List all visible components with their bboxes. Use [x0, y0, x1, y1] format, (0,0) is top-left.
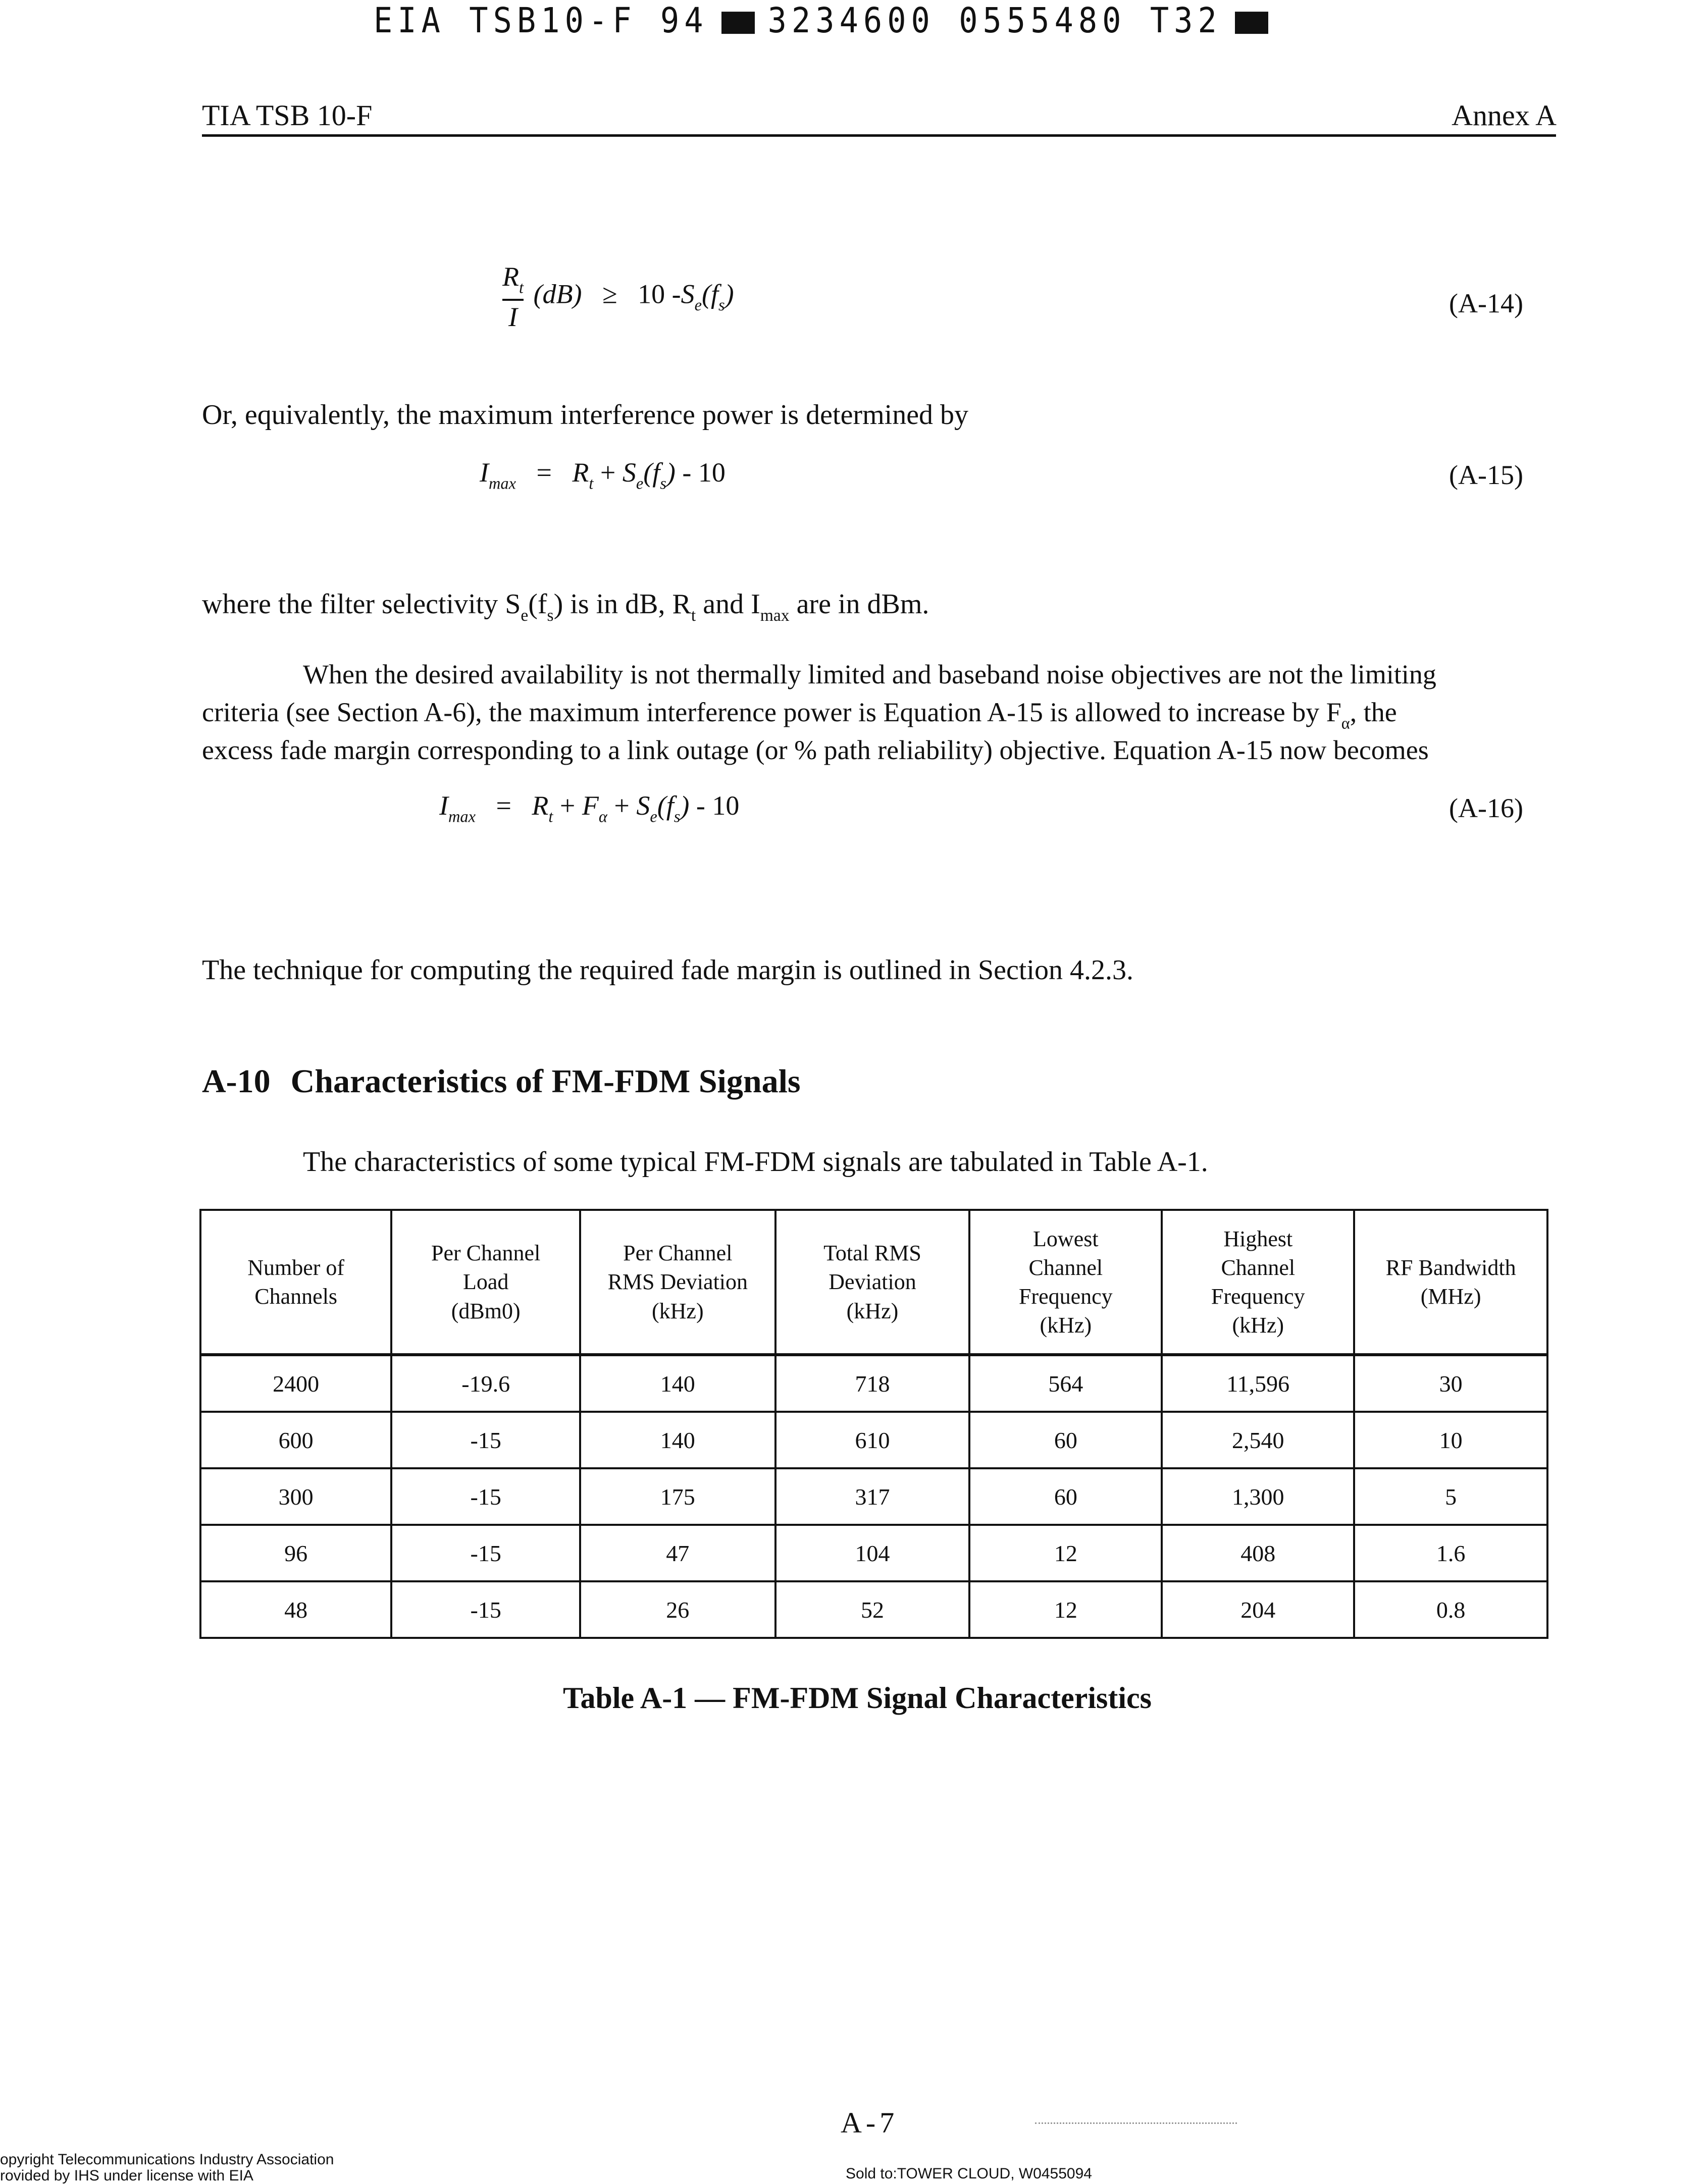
- section-title: Characteristics of FM-FDM Signals: [290, 1063, 801, 1100]
- eq-func: S: [681, 279, 695, 309]
- scan-header-middle: 3234600 0555480: [767, 0, 1126, 41]
- text-span: (f: [528, 589, 547, 620]
- redaction-block: [1235, 12, 1268, 34]
- eq-sub: e: [650, 808, 657, 826]
- eq-arg: (f: [643, 457, 660, 488]
- table-caption: Table A-1 — FM-FDM Signal Characteristics: [563, 1681, 1152, 1715]
- text-span: , the: [1350, 697, 1397, 727]
- eq-plus: +: [559, 790, 576, 821]
- scan-header-left: EIA TSB10-F 94: [374, 0, 708, 41]
- technique-text: The technique for computing the required fade margin is outlined in Section 4.2.3.: [202, 954, 1133, 986]
- eq-term: F: [582, 790, 599, 821]
- redaction-block: [721, 12, 755, 34]
- table-header-cell: [200, 1210, 391, 1355]
- table-cell: 140: [580, 1412, 775, 1468]
- paragraph-line-3: excess fade margin corresponding to a link outage (or % path reliability) objective. Equation A-15 now becomes: [202, 735, 1429, 765]
- table-cell: 564: [969, 1355, 1162, 1412]
- where-text: [202, 588, 929, 625]
- text-sub: t: [691, 606, 696, 625]
- header-line: Channels: [254, 1284, 338, 1309]
- copyright-line-1: opyright Telecommunications Industry Association: [0, 2151, 334, 2168]
- table-cell: 60: [969, 1412, 1162, 1468]
- header-line: (MHz): [1420, 1284, 1481, 1309]
- eq-term: R: [532, 790, 549, 821]
- header-line: Number of: [247, 1255, 345, 1280]
- table-cell: 718: [775, 1355, 970, 1412]
- eq-sub: t: [519, 279, 524, 297]
- table-cell: 2400: [200, 1355, 391, 1412]
- scan-header: [374, 0, 1281, 40]
- copyright-line-2: rovided by IHS under license with EIA: [0, 2167, 253, 2184]
- table-cell: 1,300: [1162, 1468, 1354, 1525]
- header-line: Frequency: [1018, 1284, 1113, 1309]
- header-line: Lowest: [1033, 1226, 1099, 1251]
- equation-label-a16: (A-16): [1449, 793, 1523, 823]
- table-cell: -15: [391, 1581, 580, 1638]
- eq-equals: =: [496, 790, 511, 821]
- equation-a15: [480, 457, 726, 494]
- equation-label-a15: (A-15): [1449, 460, 1523, 490]
- section-intro: The characteristics of some typical FM-FDM signals are tabulated in Table A-1.: [303, 1146, 1208, 1178]
- text-span: criteria (see Section A-6), the maximum interference power is Equation A-15 is allowed to increase by F: [202, 697, 1341, 727]
- eq-lhs: I: [480, 457, 489, 488]
- eq-sub: s: [718, 296, 725, 315]
- eq-lhs: I: [439, 790, 448, 821]
- scan-header-right: T32: [1150, 0, 1222, 41]
- paragraph-line-1: When the desired availability is not thermally limited and baseband noise objectives are not the limiting: [303, 659, 1436, 689]
- table-header-cell: [580, 1210, 775, 1355]
- table-cell: 175: [580, 1468, 775, 1525]
- table-cell: 204: [1162, 1581, 1354, 1638]
- eq-relation: ≥: [602, 279, 617, 309]
- table-cell: -19.6: [391, 1355, 580, 1412]
- table-cell: 104: [775, 1525, 970, 1581]
- table-row: [200, 1412, 1547, 1468]
- table-cell: 317: [775, 1468, 970, 1525]
- table-cell: 610: [775, 1412, 970, 1468]
- eq-term: S: [622, 457, 636, 488]
- text-span: where the filter selectivity S: [202, 589, 521, 620]
- eq-sub: t: [548, 808, 553, 826]
- header-line: (kHz): [1040, 1313, 1092, 1338]
- paragraph-line-2: [202, 697, 1397, 733]
- text-sub: s: [547, 606, 554, 625]
- table-cell: -15: [391, 1525, 580, 1581]
- table-cell: 52: [775, 1581, 970, 1638]
- text-span: are in dBm.: [789, 589, 929, 620]
- eq-close: ): [680, 790, 690, 821]
- header-line: (kHz): [846, 1298, 899, 1323]
- eq-denominator: I: [508, 301, 517, 332]
- section-number: A-10: [202, 1063, 271, 1100]
- text-span: ) is in dB, R: [553, 589, 691, 620]
- table-cell: 47: [580, 1525, 775, 1581]
- eq-sub: e: [694, 296, 702, 315]
- eq-minus: - 10: [696, 790, 740, 821]
- eq-unit: (dB): [533, 279, 582, 309]
- equation-a14: [502, 262, 734, 331]
- table-row: [200, 1581, 1547, 1638]
- table-row: [200, 1525, 1547, 1581]
- eq-term: S: [636, 790, 650, 821]
- table-cell: 12: [969, 1581, 1162, 1638]
- eq-const: 10 -: [638, 279, 681, 309]
- table-cell: 12: [969, 1525, 1162, 1581]
- table-cell: 10: [1354, 1412, 1547, 1468]
- eq-close: ): [724, 279, 734, 309]
- eq-term: R: [572, 457, 589, 488]
- text-sub: e: [521, 606, 529, 625]
- header-line: Channel: [1028, 1255, 1103, 1280]
- running-header-left: TIA TSB 10-F: [202, 99, 373, 132]
- table-row: [200, 1355, 1547, 1412]
- eq-plus: +: [600, 457, 616, 488]
- table-row: [200, 1468, 1547, 1525]
- or-equivalently-text: Or, equivalently, the maximum interference power is determined by: [202, 399, 969, 431]
- table-header-row: [200, 1210, 1547, 1355]
- header-line: Deviation: [829, 1269, 916, 1295]
- header-line: Per Channel: [623, 1241, 733, 1266]
- text-sub: α: [1341, 714, 1350, 733]
- table-body: [200, 1355, 1547, 1638]
- table-cell: -15: [391, 1412, 580, 1468]
- eq-arg: (f: [657, 790, 674, 821]
- section-heading: [202, 1062, 801, 1101]
- table-header-cell: [391, 1210, 580, 1355]
- page-number: A-7: [841, 2106, 899, 2139]
- table-cell: 48: [200, 1581, 391, 1638]
- eq-sub: s: [674, 808, 681, 826]
- dotted-line: [1035, 2122, 1237, 2124]
- header-line: Frequency: [1211, 1284, 1305, 1309]
- table-cell: 408: [1162, 1525, 1354, 1581]
- header-line: Per Channel: [431, 1241, 541, 1266]
- header-line: Total RMS: [823, 1241, 921, 1266]
- eq-sub: e: [636, 474, 644, 493]
- table-cell: 600: [200, 1412, 391, 1468]
- eq-plus: +: [614, 790, 630, 821]
- table-cell: -15: [391, 1468, 580, 1525]
- running-header-right: Annex A: [1452, 99, 1557, 132]
- header-rule: [202, 134, 1556, 137]
- eq-sub: max: [488, 474, 516, 493]
- table-cell: 0.8: [1354, 1581, 1547, 1638]
- text-span: and I: [696, 589, 760, 620]
- table-cell: 300: [200, 1468, 391, 1525]
- table-cell: 5: [1354, 1468, 1547, 1525]
- table-cell: 30: [1354, 1355, 1547, 1412]
- fraction-bar: [502, 299, 524, 301]
- eq-sub: s: [660, 474, 666, 493]
- eq-close: ): [666, 457, 676, 488]
- fraction: [502, 262, 524, 331]
- table-cell: 2,540: [1162, 1412, 1354, 1468]
- header-line: RMS Deviation: [607, 1269, 748, 1295]
- eq-sub: max: [448, 808, 476, 826]
- header-line: (dBm0): [451, 1298, 521, 1323]
- table-header-cell: [1354, 1210, 1547, 1355]
- table-cell: 1.6: [1354, 1525, 1547, 1581]
- text-sub: max: [760, 606, 790, 625]
- header-line: Channel: [1221, 1255, 1296, 1280]
- table-cell: 60: [969, 1468, 1162, 1525]
- eq-arg: (f: [701, 279, 718, 309]
- header-line: (kHz): [1232, 1313, 1284, 1338]
- eq-sub: t: [589, 474, 594, 493]
- eq-minus: - 10: [682, 457, 726, 488]
- table-cell: 96: [200, 1525, 391, 1581]
- equation-a16: [439, 790, 739, 827]
- table-cell: 140: [580, 1355, 775, 1412]
- table-header-cell: [1162, 1210, 1354, 1355]
- header-line: Highest: [1223, 1226, 1293, 1251]
- sold-to: Sold to:TOWER CLOUD, W0455094: [846, 2165, 1092, 2182]
- equation-label-a14: (A-14): [1449, 288, 1523, 318]
- eq-equals: =: [536, 457, 552, 488]
- table-cell: 11,596: [1162, 1355, 1354, 1412]
- table-cell: 26: [580, 1581, 775, 1638]
- header-line: Load: [462, 1269, 509, 1295]
- eq-numerator: R: [502, 261, 519, 292]
- table-header-cell: [775, 1210, 970, 1355]
- eq-sub: α: [598, 808, 607, 826]
- header-line: (kHz): [651, 1298, 704, 1323]
- header-line: RF Bandwidth: [1385, 1255, 1516, 1280]
- table-header-cell: [969, 1210, 1162, 1355]
- fm-fdm-table: [199, 1209, 1548, 1639]
